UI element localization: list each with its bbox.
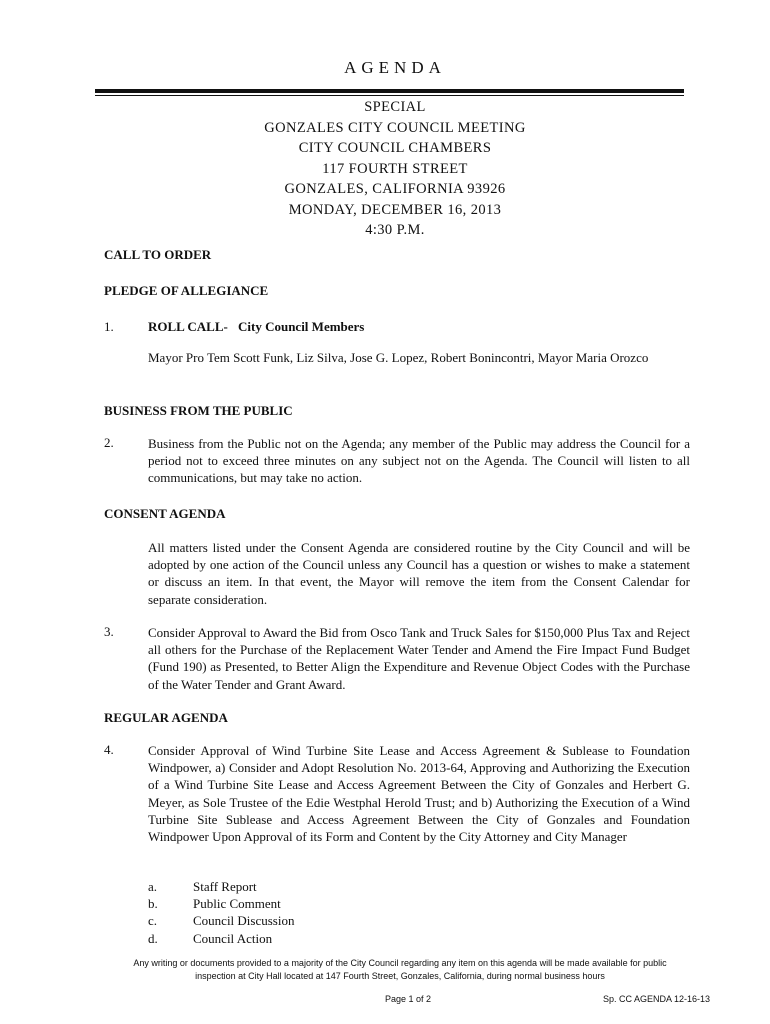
header-rule-thick [95,89,684,93]
item-4-text: Consider Approval of Wind Turbine Site Lease and Access Agreement & Sublease to Foundation Windpower, a) Consider and Adopt Resolution No. 2013-64, Approving and Authorizing the Execution of a Wind Turbine Site Lease and Access Agreement Between the City of Gonzales and Herbert G. Meyer, as Sole Trustee of the Edie Westphal Herold Trust; and b) Authorizing the Execution of a Wind Turbine Site Sublease and Access Agreement Between the City of Gonzales and Foundation Windpower Upon Approval of its Form and Content by the City Attorney and City Manager [148,743,690,845]
item-3-text: Consider Approval to Award the Bid from Osco Tank and Truck Sales for $150,000 Plus Tax and Reject all others for the Purchase of the Replacement Water Tender and Amend the Fire Impact Fund Budget (Fund 190) as Presented, to Better Align the Expenditure and Revenue Object Codes with the Purchase of the Water Tender and Grant Award. [148,625,690,692]
notice-line-2: inspection at City Hall located at 147 Fourth Street, Gonzales, California, during normal business hours [195,971,605,981]
subitem-text: Staff Report [193,879,257,894]
roll-call-members: Mayor Pro Tem Scott Funk, Liz Silva, Jose G. Lopez, Robert Bonincontri, Mayor Maria Orozco [148,350,649,365]
header-line-time: 4:30 P.M. [365,222,425,238]
section-pledge: PLEDGE OF ALLEGIANCE [104,283,269,298]
item-number-4: 4. [104,742,114,757]
item-number-3: 3. [104,624,114,639]
subitem [148,930,294,947]
consent-intro: All matters listed under the Consent Agenda are considered routine by the City Council and will be adopted by one action of the Council unless any Council has a question or wishes to make a statement or discuss an item. In that event, the Mayor will remove the item from the Consent Calendar for separate consideration. [148,540,690,607]
item-2-text: Business from the Public not on the Agenda; any member of the Public may address the Council for a period not to exceed three minutes on any subject not on the Agenda. The Council will listen to all communications, but may take no action. [148,436,690,486]
header-line-location: CITY COUNCIL CHAMBERS [298,140,492,156]
roll-call-sublabel: City Council Members [238,319,365,334]
section-business-public: BUSINESS FROM THE PUBLIC [104,403,293,418]
roll-call-heading [148,319,364,335]
roll-call-label: ROLL CALL- [148,319,228,334]
header-line-meeting: GONZALES CITY COUNCIL MEETING [264,119,526,136]
header-line-city: GONZALES, CALIFORNIA 93926 [284,181,506,197]
document-code: Sp. CC AGENDA 12-16-13 [602,994,710,1004]
subitem-letter: d. [148,930,158,946]
item-4-subitems [148,878,294,947]
section-call-to-order: CALL TO ORDER [104,247,212,262]
header-line-street: 117 FOURTH STREET [322,160,468,177]
meeting-header [0,97,770,241]
subitem-text: Public Comment [193,896,281,912]
subitem [148,912,294,929]
subitem [148,878,294,895]
public-records-notice [100,957,700,983]
item-number-1: 1. [104,319,114,334]
section-consent: CONSENT AGENDA [104,506,226,521]
subitem-text: Council Discussion [193,913,295,929]
subitem-text: Council Action [193,930,273,946]
page-number: Page 1 of 2 [385,994,432,1004]
header-line-type: SPECIAL [364,99,426,115]
document-title: AGENDA [344,58,446,77]
subitem [148,895,294,912]
subitem-letter: a. [148,879,158,894]
notice-line-1: Any writing or documents provided to a majority of the City Council regarding any item on this agenda will be made available for public [133,958,667,968]
section-regular: REGULAR AGENDA [104,710,228,725]
header-rule-thin [95,95,684,96]
item-number-2: 2. [104,435,114,450]
subitem-letter: c. [148,913,158,929]
subitem-letter: b. [148,896,158,912]
header-line-date: MONDAY, DECEMBER 16, 2013 [288,201,502,218]
